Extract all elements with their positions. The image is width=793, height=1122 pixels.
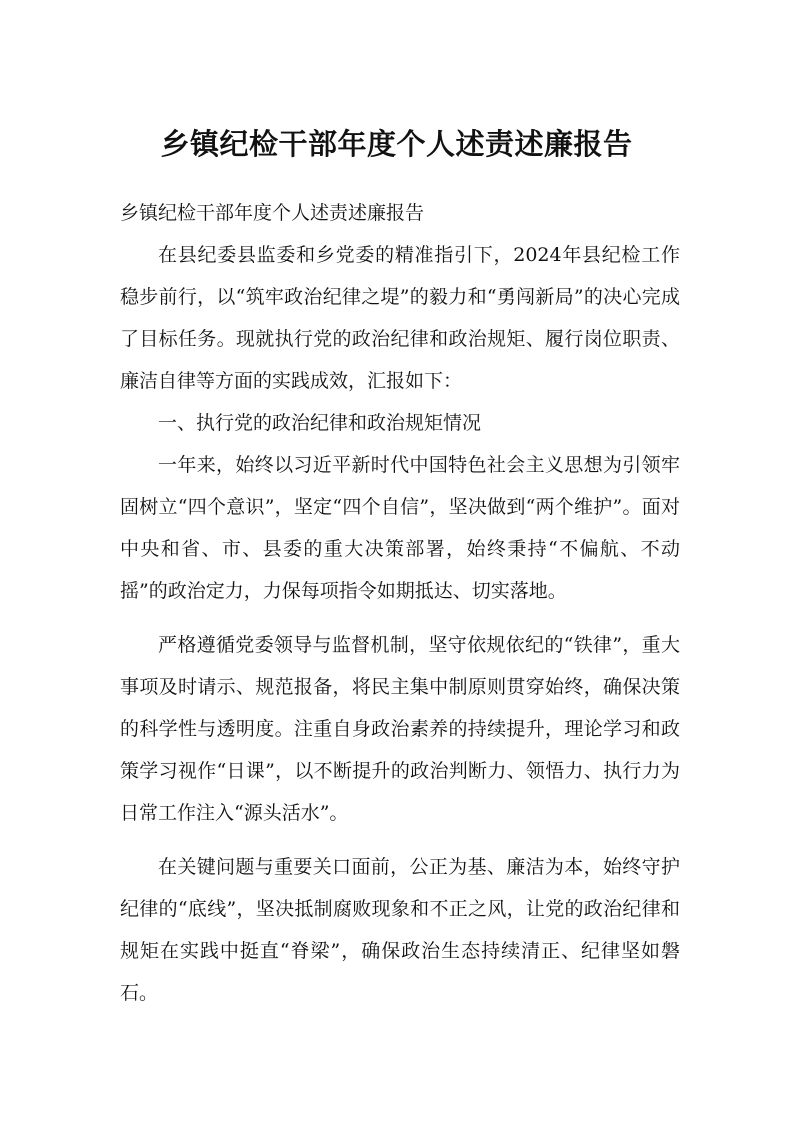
document-title: 乡镇纪检干部年度个人述责述廉报告 — [160, 127, 633, 161]
section-heading-1: 一、执行党的政治纪律和政治规矩情况 — [158, 412, 482, 434]
paragraph-intro: 在县纪委县监委和乡党委的精准指引下，2024年县纪检工作稳步前行，以“筑牢政治纪律之堤”的毅力和“勇闯新局”的决心完成了目标任务。现就执行党的政治纪律和政治规矩、履行岗位职责、廉洁自律等方面的实践成效，汇报如下： — [120, 244, 680, 392]
paragraph-integrity: 在关键问题与重要关口面前，公正为基、廉洁为本，始终守护纪律的“底线”，坚决抵制腐败现象和不正之风，让党的政治纪律和规矩在实践中挺直“脊梁”，确保政治生态持续清正、纪律坚如磐石。 — [120, 856, 680, 1004]
paragraph-party-leadership: 严格遵循党委领导与监督机制，坚守依规依纪的“铁律”，重大事项及时请示、规范报备，将民主集中制原则贯穿始终，确保决策的科学性与透明度。注重自身政治素养的持续提升，理论学习和政策学习视作“日课”，以不断提升的政治判断力、领悟力、执行力为日常工作注入“源头活水”。 — [120, 634, 680, 824]
document-body — [120, 192, 680, 1014]
paragraph-political-stance: 一年来，始终以习近平新时代中国特色社会主义思想为引领牢固树立“四个意识”，坚定“四个自信”，坚决做到“两个维护”。面对中央和省、市、县委的重大决策部署，始终秉持“不偏航、不动摇”的政治定力，力保每项指令如期抵达、切实落地。 — [120, 454, 680, 602]
document-subtitle: 乡镇纪检干部年度个人述责述廉报告 — [120, 202, 425, 224]
